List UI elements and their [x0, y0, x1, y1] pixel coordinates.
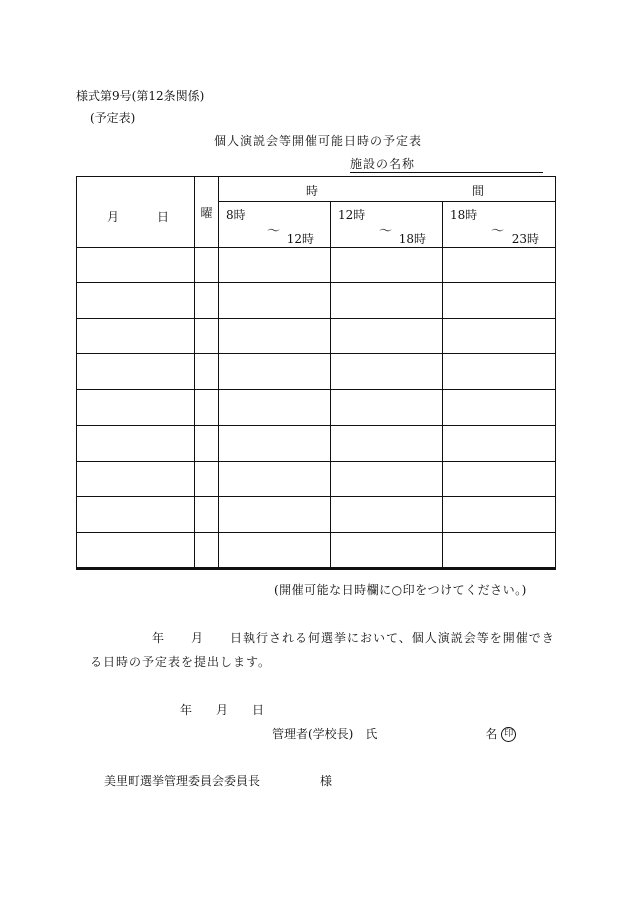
facility-name-field: 施設の名称 — [350, 157, 543, 173]
month-day-cell[interactable] — [77, 248, 195, 283]
slot-cell[interactable] — [331, 496, 443, 532]
slot-cell[interactable] — [443, 461, 556, 496]
slot-end: 23時 — [511, 232, 540, 247]
slot-cell[interactable] — [443, 354, 556, 390]
weekday-cell[interactable] — [195, 354, 219, 390]
body-text-line-1: 年 月 日執行される何選挙において、個人演説会等を開催でき — [152, 631, 555, 645]
weekday-header: 曜 — [195, 177, 219, 248]
slot-cell[interactable] — [331, 248, 443, 283]
table-row — [77, 283, 556, 319]
slot-cell[interactable] — [219, 319, 331, 354]
form-sub-label: (予定表) — [90, 111, 136, 125]
month-day-cell[interactable] — [77, 532, 195, 568]
slot-cell[interactable] — [331, 532, 443, 568]
table-row — [77, 425, 556, 461]
slot-cell[interactable] — [219, 283, 331, 319]
slot-cell[interactable] — [219, 461, 331, 496]
slot-tilde: ～ — [379, 224, 393, 240]
time-header-char-1: 時 — [306, 184, 319, 198]
slot-start: 18時 — [450, 208, 478, 223]
slot-cell[interactable] — [219, 425, 331, 461]
weekday-cell[interactable] — [195, 390, 219, 425]
slot-cell[interactable] — [219, 390, 331, 425]
weekday-cell[interactable] — [195, 425, 219, 461]
date-header — [77, 177, 195, 248]
time-slot-3 — [443, 202, 556, 248]
slot-cell[interactable] — [331, 354, 443, 390]
table-row — [77, 532, 556, 568]
time-slot-2 — [331, 202, 443, 248]
day-header: 日 — [157, 210, 170, 224]
time-slot-1 — [219, 202, 331, 248]
table-row — [77, 248, 556, 283]
weekday-cell[interactable] — [195, 532, 219, 568]
body-text-line-2: る日時の予定表を提出します。 — [90, 655, 272, 669]
slot-start: 12時 — [338, 208, 366, 223]
table-row — [77, 390, 556, 425]
slot-cell[interactable] — [219, 248, 331, 283]
weekday-cell[interactable] — [195, 248, 219, 283]
table-row — [77, 354, 556, 390]
slot-cell[interactable] — [443, 496, 556, 532]
month-day-cell[interactable] — [77, 283, 195, 319]
slot-cell[interactable] — [219, 354, 331, 390]
slot-cell[interactable] — [331, 319, 443, 354]
administrator-line — [272, 727, 516, 742]
time-header — [219, 177, 556, 202]
month-header: 月 — [107, 210, 120, 224]
page-title: 個人演説会等開催可能日時の予定表 — [214, 134, 423, 148]
month-day-cell[interactable] — [77, 496, 195, 532]
addressee-line: 美里町選挙管理委員会委員長 様 — [104, 774, 333, 788]
slot-cell[interactable] — [331, 390, 443, 425]
weekday-cell[interactable] — [195, 496, 219, 532]
slot-cell[interactable] — [443, 248, 556, 283]
slot-tilde: ～ — [267, 224, 281, 240]
slot-cell[interactable] — [219, 532, 331, 568]
slot-cell[interactable] — [219, 496, 331, 532]
slot-tilde: ～ — [491, 224, 505, 240]
instruction-note: (開催可能な日時欄に○印をつけてください。) — [274, 583, 527, 597]
time-header-char-2: 間 — [472, 184, 485, 198]
month-day-cell[interactable] — [77, 425, 195, 461]
slot-cell[interactable] — [443, 319, 556, 354]
slot-end: 18時 — [398, 232, 426, 247]
month-day-cell[interactable] — [77, 319, 195, 354]
schedule-table — [76, 176, 556, 570]
weekday-cell[interactable] — [195, 319, 219, 354]
slot-end: 12時 — [286, 232, 314, 247]
month-day-cell[interactable] — [77, 354, 195, 390]
month-day-cell[interactable] — [77, 461, 195, 496]
form-number-label: 様式第9号(第12条関係) — [76, 89, 205, 103]
table-row — [77, 496, 556, 532]
slot-start: 8時 — [226, 208, 246, 223]
slot-cell[interactable] — [443, 390, 556, 425]
month-day-cell[interactable] — [77, 390, 195, 425]
weekday-cell[interactable] — [195, 461, 219, 496]
slot-cell[interactable] — [443, 532, 556, 568]
table-row — [77, 319, 556, 354]
table-row — [77, 461, 556, 496]
weekday-cell[interactable] — [195, 283, 219, 319]
slot-cell[interactable] — [331, 425, 443, 461]
slot-cell[interactable] — [443, 425, 556, 461]
submission-date: 年 月 日 — [180, 703, 265, 717]
slot-cell[interactable] — [331, 283, 443, 319]
slot-cell[interactable] — [443, 283, 556, 319]
seal-mark-icon: 印 — [501, 727, 516, 742]
slot-cell[interactable] — [331, 461, 443, 496]
administrator-name-label: 管理者(学校長) 氏 名 — [272, 727, 498, 741]
